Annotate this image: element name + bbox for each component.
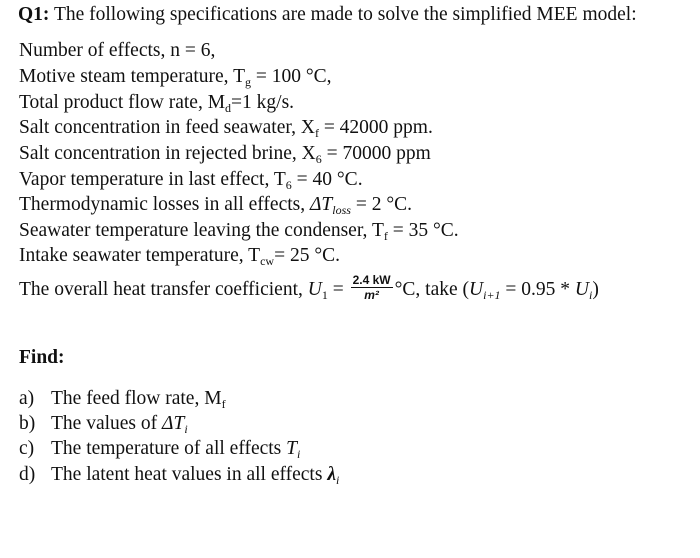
question-title: [18, 3, 637, 27]
spec-u-unit: °C, take (: [394, 278, 470, 300]
find-item-label: d): [19, 464, 36, 485]
spec-product-label: Total product flow rate, M: [19, 92, 226, 113]
spec-u-i-sub: i: [589, 287, 593, 302]
find-item-text: The feed flow rate, M: [51, 388, 222, 409]
spec-product-value: =1 kg/s.: [231, 92, 295, 113]
find-item-c: [19, 437, 300, 462]
spec-feed-salt-label: Salt concentration in feed seawater, X: [19, 117, 315, 138]
spec-condenser-temp: [19, 219, 459, 244]
spec-u-equals: =: [327, 278, 349, 300]
spec-losses-label: Thermodynamic losses in all effects,: [19, 194, 310, 215]
spec-u-denominator: m²: [364, 288, 379, 302]
find-item-text: The values of: [51, 413, 163, 434]
find-item-label: a): [19, 388, 35, 409]
spec-u-symbol: U: [307, 278, 322, 300]
spec-vapor-temp: [19, 168, 363, 193]
spec-u-i-symbol: U: [574, 278, 590, 300]
question-text: The following specifications are made to solve the simplified MEE model:: [49, 4, 637, 25]
spec-u-numerator: 2.4 kW: [352, 273, 391, 287]
find-item-text: The temperature of all effects: [51, 438, 287, 459]
find-item-label: c): [19, 438, 35, 459]
spec-effects: [19, 39, 215, 63]
spec-intake-label: Intake seawater temperature, T: [19, 245, 261, 266]
find-item-sub: f: [221, 397, 226, 411]
spec-brine-salt-label: Salt concentration in rejected brine, X: [19, 143, 316, 164]
spec-u-label: The overall heat transfer coefficient,: [19, 278, 308, 300]
spec-u-next-symbol: U: [469, 278, 484, 300]
find-item-sub: i: [297, 447, 301, 461]
find-item-b: [19, 412, 188, 437]
spec-condenser-sub: f: [383, 229, 388, 243]
spec-feed-salt-value: = 42000 ppm.: [318, 117, 433, 138]
spec-condenser-value: = 35 °C.: [387, 220, 459, 241]
spec-u-close: ): [592, 278, 599, 300]
spec-vapor-sub: 6: [285, 178, 292, 192]
spec-effects-text: Number of effects, n = 6,: [19, 40, 216, 61]
question-number: Q1:: [18, 4, 50, 25]
spec-vapor-label: Vapor temperature in last effect, T: [19, 169, 286, 190]
spec-vapor-value: = 40 °C.: [291, 169, 363, 190]
spec-steam-value: = 100 °C,: [250, 66, 332, 87]
spec-product-flow: [19, 91, 294, 116]
find-item-sub: i: [335, 473, 340, 487]
find-heading: Find:: [19, 347, 65, 368]
spec-losses-symbol: ΔT: [309, 194, 333, 215]
spec-product-sub: d: [225, 101, 232, 115]
spec-losses: [19, 193, 412, 218]
spec-steam-sub: g: [244, 75, 251, 89]
spec-steam-temp: [19, 65, 332, 90]
spec-brine-salt: [19, 142, 431, 167]
find-item-symbol: ΔT: [162, 413, 185, 434]
spec-u-sub: 1: [321, 287, 328, 302]
find-item-symbol: λ: [327, 464, 336, 485]
spec-losses-sub: loss: [332, 203, 351, 217]
spec-intake-sub: cw: [260, 254, 275, 268]
spec-brine-salt-value: = 70000 ppm: [321, 143, 431, 164]
spec-condenser-label: Seawater temperature leaving the condenser, T: [19, 220, 384, 241]
find-item-label: b): [19, 413, 36, 434]
spec-heat-transfer: [19, 273, 599, 305]
spec-feed-salt: [19, 116, 433, 141]
spec-intake-value: = 25 °C.: [274, 245, 341, 266]
find-item-text: The latent heat values in all effects: [51, 464, 328, 485]
spec-u-next-sub: i+1: [483, 287, 501, 302]
find-item-sub: i: [184, 422, 188, 436]
spec-feed-salt-sub: f: [314, 126, 319, 140]
spec-u-fraction: [351, 273, 393, 302]
spec-losses-value: = 2 °C.: [350, 194, 413, 215]
spec-brine-salt-sub: 6: [315, 152, 322, 166]
find-item-a: [19, 387, 226, 412]
spec-u-next-equals: = 0.95 *: [500, 278, 575, 300]
find-item-d: [19, 463, 339, 488]
spec-steam-label: Motive steam temperature, T: [19, 66, 245, 87]
find-item-symbol: T: [286, 438, 298, 459]
spec-intake-temp: [19, 244, 340, 269]
